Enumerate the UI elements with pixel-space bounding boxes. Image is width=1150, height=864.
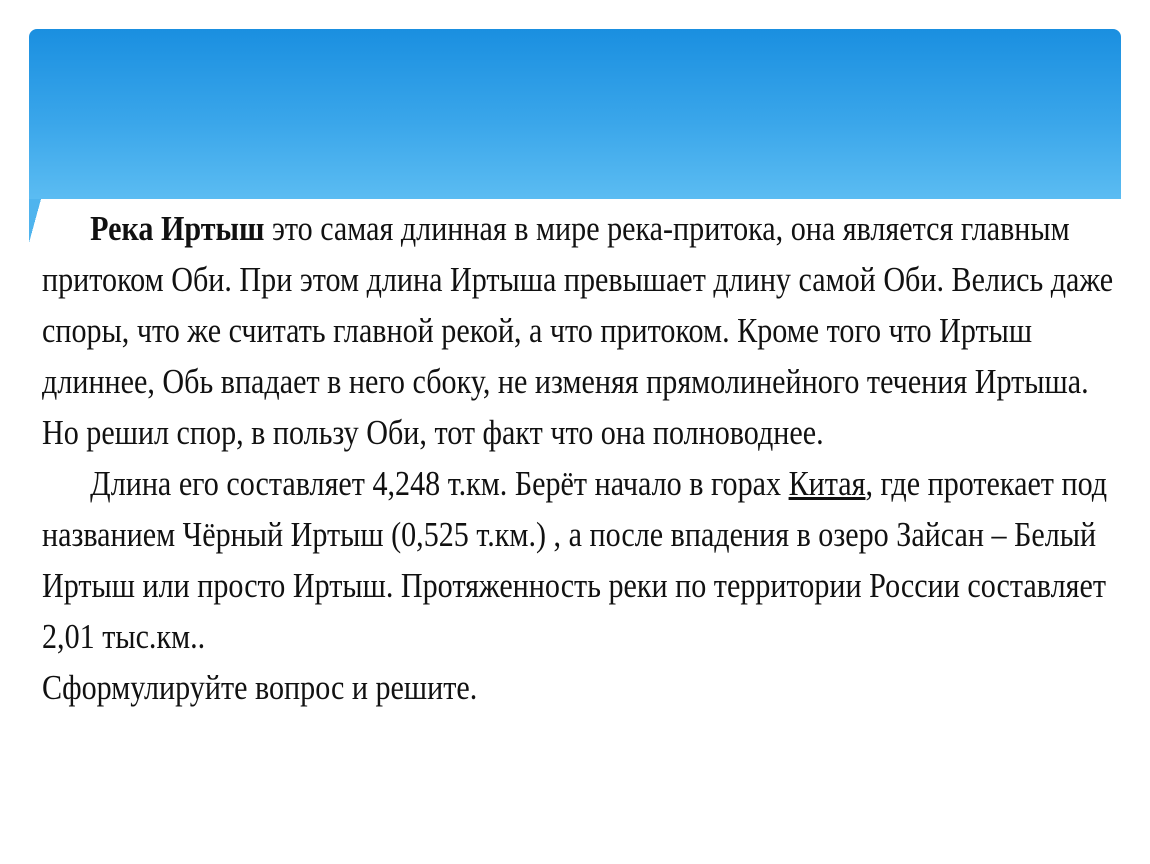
slide-body — [42, 203, 1114, 713]
china-link[interactable]: Китая — [788, 464, 866, 503]
paragraph-2-text-before: Длина его составляет 4,248 т.км. Берёт начало в горах — [90, 464, 789, 503]
left-accent-decoration — [29, 199, 41, 243]
paragraph-2-text-after: , где протекает под названием Чёрный Иртыш (0,525 т.км.) , а после впадения в озеро Зайсан – Белый Иртыш или просто Иртыш. Протяженность реки по территории России составляет 2,01 тыс.км.. — [42, 464, 1108, 656]
paragraph-1 — [42, 203, 1124, 458]
header-band — [29, 29, 1121, 199]
term-bold: Река Иртыш — [90, 209, 265, 248]
paragraph-1-text: это самая длинная в мире река-притока, она является главным притоком Оби. При этом длина Иртыша превышает длину самой Оби. Велись даже споры, что же считать главной рекой, а что притоком. Кроме того что Иртыш длиннее, Обь впадает в него сбоку, не изменяя прямолинейного течения Иртыша. Но решил спор, в пользу Оби, тот факт что она полноводнее. — [42, 209, 1114, 452]
paragraph-2 — [42, 458, 1124, 662]
task-line: Сформулируйте вопрос и решите. — [42, 668, 478, 707]
